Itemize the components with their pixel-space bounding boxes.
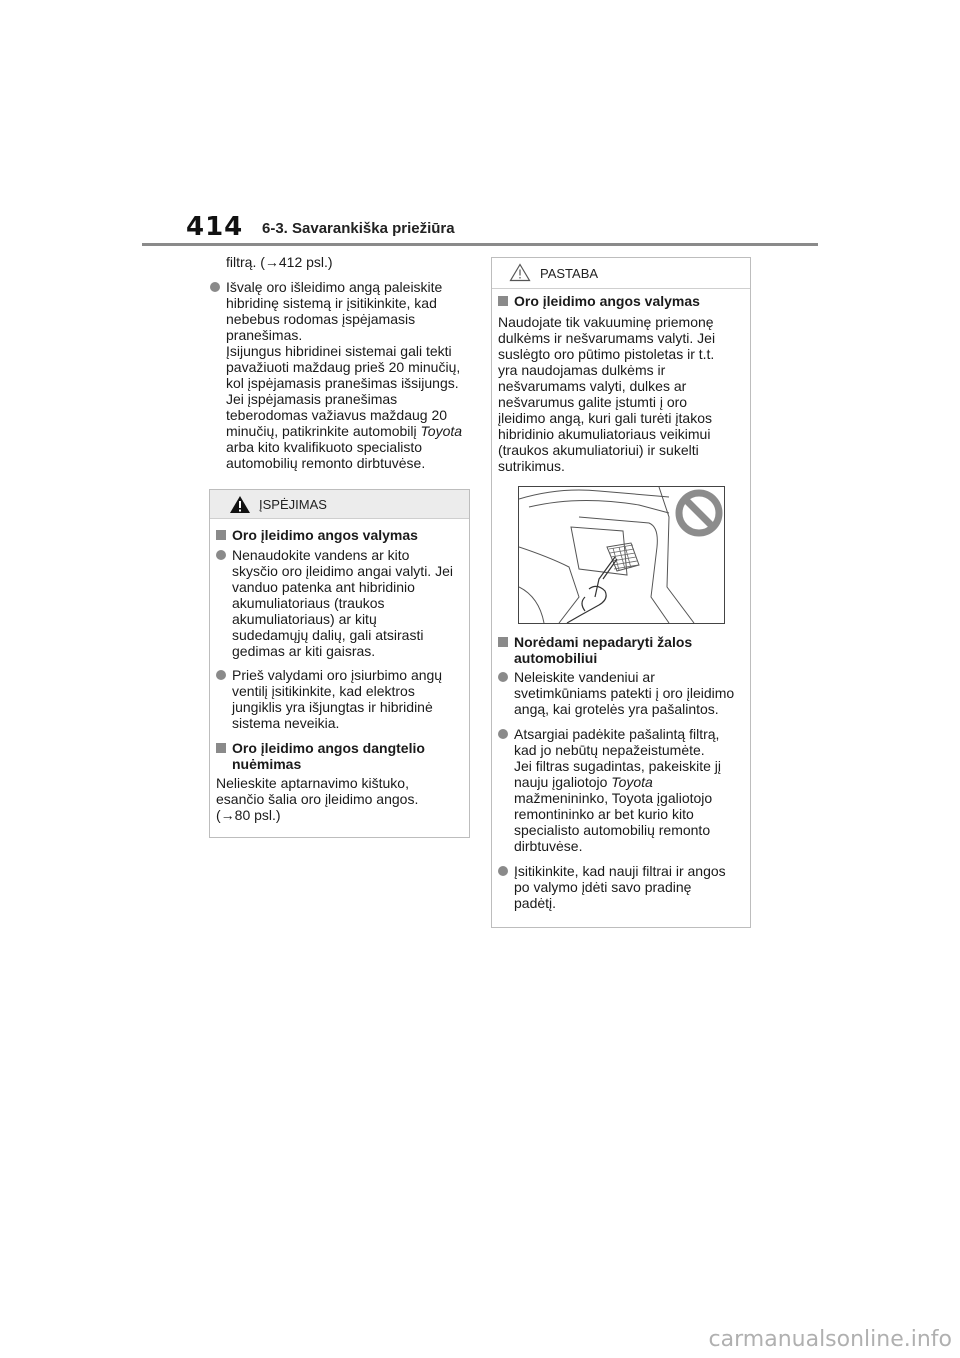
- bullet-icon: [210, 282, 220, 292]
- text-line: mažmenininko, Toyota įgaliotojo: [514, 790, 713, 806]
- text-line: gedimas ar kiti gaisras.: [232, 643, 376, 659]
- note-header: [492, 258, 750, 289]
- text-line: minučių, patikrinkite automobilį Toyota: [226, 423, 463, 439]
- paragraph: [498, 314, 744, 474]
- page-number: 414: [186, 212, 244, 242]
- list-item: [498, 726, 744, 854]
- text-line: Neleiskite vandeniui ar: [514, 669, 655, 685]
- air-intake-illustration-image: [519, 487, 724, 623]
- bullet-icon: [216, 550, 226, 560]
- intro-line: filtrą. (→412 psl.): [226, 254, 333, 270]
- warning-box: [209, 489, 470, 838]
- caution-triangle-icon: [509, 263, 531, 282]
- text-line: Jei filtras sugadintas, pakeiskite jį: [514, 758, 721, 774]
- list-item: [498, 863, 744, 911]
- text-line: dulkėms ir nešvarumams valyti. Jei: [498, 330, 716, 346]
- text-line: suslėgto oro pūtimo pistoletas ir t.t.: [498, 346, 715, 362]
- section-heading: Oro įleidimo angos dangtelio nuėmimas: [216, 740, 463, 772]
- note-box: [491, 257, 751, 928]
- cleaning-illustration: [518, 486, 725, 624]
- text-line: Nenaudokite vandens ar kito: [232, 547, 410, 563]
- text-line: po valymo įdėti savo pradinę: [514, 879, 692, 895]
- section-heading: Norėdami nepadaryti žalos automobiliui: [498, 634, 744, 666]
- text-line: (traukos akumuliatoriui) ir sukelti: [498, 442, 699, 458]
- text-line: Atsargiai padėkite pašalintą filtrą,: [514, 726, 720, 742]
- text-line: pavažiuoti maždaug prieš 20 minučių,: [226, 359, 461, 375]
- brand-name: Toyota: [611, 774, 653, 790]
- section-title: 6-3. Savarankiška priežiūra: [262, 220, 455, 237]
- warning-triangle-icon: [229, 495, 251, 514]
- text-line: svetimkūniams patekti į oro įleidimo: [514, 685, 735, 701]
- list-item: [210, 279, 472, 471]
- warning-title: ĮSPĖJIMAS: [259, 497, 327, 512]
- text-line: Išvalę oro išleidimo angą paleiskite: [226, 279, 443, 295]
- square-bullet-icon: [216, 530, 226, 540]
- text-line: teberodomas važiavus maždaug 20: [226, 407, 448, 423]
- text-line: nešvarumams valyti, dulkes ar: [498, 378, 687, 394]
- text-line: hibridinio akumuliatoriaus veikimui: [498, 426, 711, 442]
- text-line: akumuliatoriaus) ar kitų: [232, 611, 377, 627]
- text-line: sudedamųjų dalių, gali atsirasti: [232, 627, 424, 643]
- note-title: PASTABA: [540, 266, 599, 281]
- bullet-icon: [498, 866, 508, 876]
- text-line: nebebus rodomas įspėjamasis: [226, 311, 416, 327]
- text-line: Prieš valydami oro įsiurbimo angų: [232, 667, 443, 683]
- text-line: dirbtuvėse.: [514, 838, 583, 854]
- text-line: automobilių remonto dirbtuvėse.: [226, 455, 426, 471]
- text-line: hibridinę sistemą ir įsitikinkite, kad: [226, 295, 437, 311]
- text-line: nauju įgaliotojo Toyota: [514, 774, 653, 790]
- bullet-icon: [498, 729, 508, 739]
- square-bullet-icon: [216, 743, 226, 753]
- text-line: kad jo nebūtų nepažeistumėte.: [514, 742, 705, 758]
- text-line: Naudojate tik vakuuminę priemonę: [498, 314, 714, 330]
- list-item: [216, 667, 463, 731]
- text-line: esančio šalia oro įleidimo angos.: [216, 791, 419, 807]
- text-line: sistema neveikia.: [232, 715, 340, 731]
- text-line: Įsitikinkite, kad nauji filtrai ir angos: [514, 863, 726, 879]
- square-bullet-icon: [498, 296, 508, 306]
- text-line: nešvarumus galite įstumti į oro: [498, 394, 688, 410]
- text-line: akumuliatoriaus (traukos: [232, 595, 385, 611]
- text-line: jungiklis yra išjungtas ir hibridinė: [232, 699, 433, 715]
- text-line: remontininko ar bet kurio kito: [514, 806, 694, 822]
- bullet-icon: [498, 672, 508, 682]
- text-line: arba kito kvalifikuoto specialisto: [226, 439, 423, 455]
- brand-name: Toyota: [420, 423, 463, 439]
- text-line: pranešimas.: [226, 327, 303, 343]
- prohibition-icon: [679, 493, 719, 533]
- bullet-icon: [216, 670, 226, 680]
- text-line: ventilį įsitikinkite, kad elektros: [232, 683, 415, 699]
- left-column: [210, 254, 472, 471]
- list-item: [498, 669, 744, 717]
- text-line: Įsijungus hibridinei sistemai gali tekti: [226, 343, 452, 359]
- square-bullet-icon: [498, 637, 508, 647]
- text-line: skysčio oro įleidimo angai valyti. Jei: [232, 563, 453, 579]
- header-rule: [142, 243, 818, 246]
- text-line: įleidimo angą, kuri gali turėti įtakos: [498, 410, 712, 426]
- text-line: sutrikimus.: [498, 458, 565, 474]
- warning-header: [210, 490, 469, 519]
- text-line: vanduo patenka ant hibridinio: [232, 579, 415, 595]
- text-line: kol įspėjamasis pranešimas išsijungs.: [226, 375, 459, 391]
- text-line: padėtį.: [514, 895, 557, 911]
- text-line: Jei įspėjamasis pranešimas: [226, 391, 398, 407]
- paragraph: [216, 775, 463, 823]
- section-heading: Oro įleidimo angos valymas: [498, 293, 744, 309]
- section-heading: Oro įleidimo angos valymas: [216, 527, 463, 543]
- watermark: carmanualsonline.info: [708, 1327, 952, 1352]
- list-item: [216, 547, 463, 659]
- text-line: (→80 psl.): [216, 807, 281, 823]
- text-line: Nelieskite aptarnavimo kištuko,: [216, 775, 409, 791]
- text-line: specialisto automobilių remonto: [514, 822, 711, 838]
- text-line: yra naudojamas dulkėms ir: [498, 362, 666, 378]
- text-line: angą, kai grotelės yra pašalintos.: [514, 701, 719, 717]
